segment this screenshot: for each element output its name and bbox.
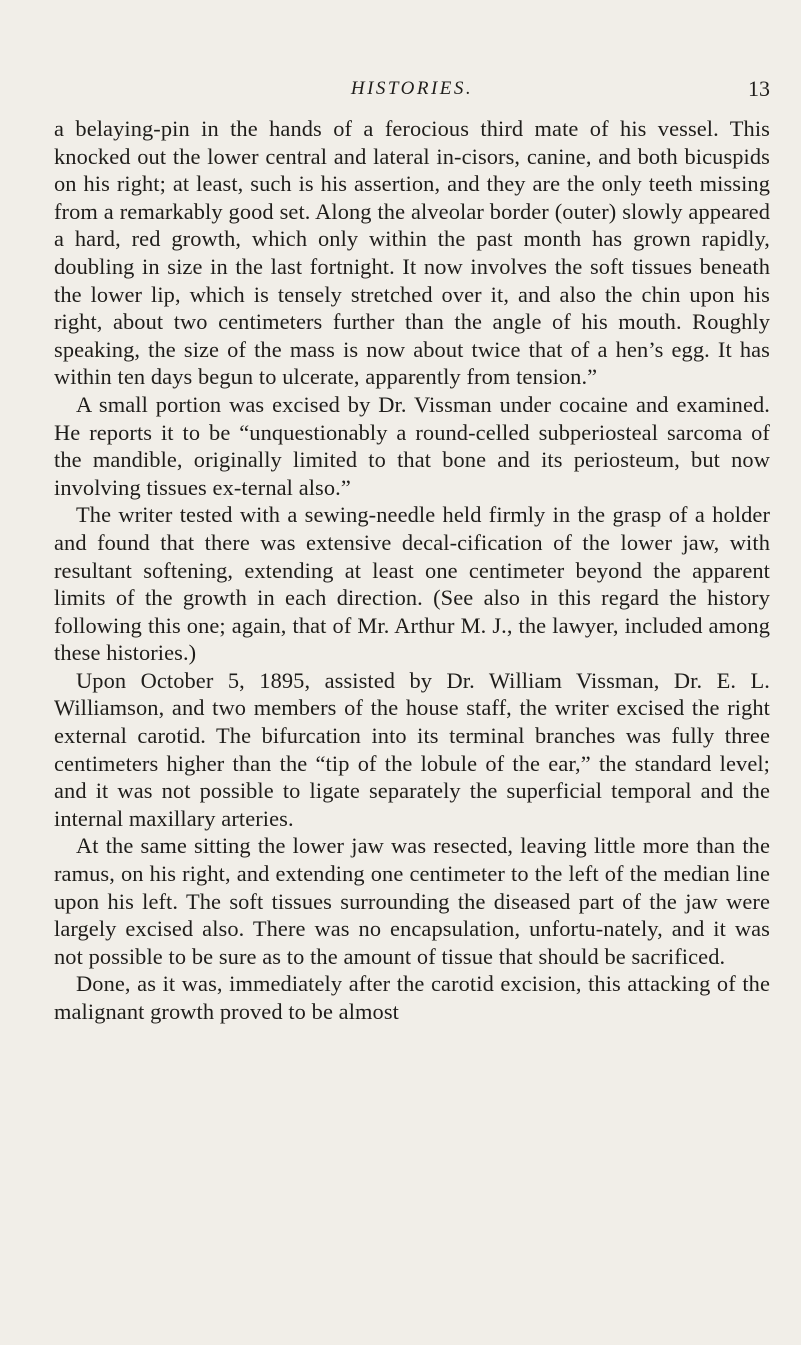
paragraph: The writer tested with a sewing-needle held firmly in the grasp of a holder and found that there was extensive decal-cification of the lower jaw, with resultant softening, extending at least one centimeter beyond the apparent limits of the growth in each direction. (See also in this regard the history following this one; again, that of Mr. Arthur M. J., the lawyer, included among these histories.) xyxy=(54,502,770,666)
paragraph: Done, as it was, immediately after the carotid excision, this attacking of the malignant growth proved to be almost xyxy=(54,971,770,1024)
page-number: 13 xyxy=(748,76,770,101)
body-text xyxy=(54,115,770,1026)
running-head xyxy=(54,78,770,102)
running-title: HISTORIES. xyxy=(350,78,474,99)
paragraph: Upon October 5, 1895, assisted by Dr. William Vissman, Dr. E. L. Williamson, and two members of the house staff, the writer excised the right external carotid. The bifurcation into its terminal branches was fully three centimeters higher than the “tip of the lobule of the ear,” the standard level; and it was not possible to ligate separately the superficial temporal and the internal maxillary arteries. xyxy=(54,667,770,831)
paragraph: At the same sitting the lower jaw was resected, leaving little more than the ramus, on his right, and extending one centimeter to the left of the median line upon his left. The soft tissues surrounding the diseased part of the jaw were largely excised also. There was no encapsulation, unfortu-nately, and it was not possible to be sure as to the amount of tissue that should be sacrificed. xyxy=(54,833,770,969)
paragraph: A small portion was excised by Dr. Vissman under cocaine and examined. He reports it to be “unquestionably a round-celled subperiosteal sarcoma of the mandible, originally limited to that bone and its periosteum, but now involving tissues ex-ternal also.” xyxy=(54,391,770,500)
paragraph-continued: a belaying-pin in the hands of a ferocious third mate of his vessel. This knocked out the lower central and lateral in-cisors, canine, and both bicuspids on his right; at least, such is his assertion, and they are the only teeth missing from a remarkably good set. Along the alveolar border (outer) slowly appeared a hard, red growth, which only within the past month has grown rapidly, doubling in size in the last fortnight. It now involves the soft tissues beneath the lower lip, which is tensely stretched over it, and also the chin upon his right, about two centimeters further than the angle of his mouth. Roughly speaking, the size of the mass is now about twice that of a hen’s egg. It has within ten days begun to ulcerate, apparently from tension.” xyxy=(54,116,770,390)
